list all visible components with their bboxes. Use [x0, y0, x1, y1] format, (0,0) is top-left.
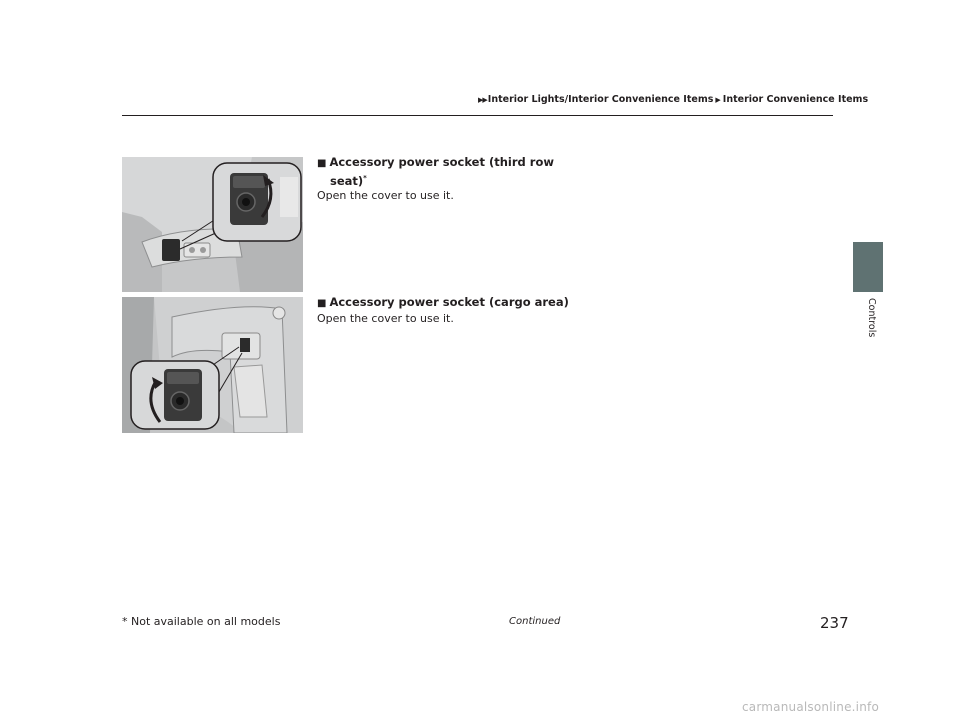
section-title-line1: Accessory power socket (cargo area) [329, 295, 569, 309]
continued-label: Continued [509, 616, 561, 627]
breadcrumb-item-2[interactable]: Interior Convenience Items [722, 94, 869, 105]
section-title [317, 295, 569, 311]
triangle-separator-icon: ▶ [715, 95, 721, 104]
cargo-socket-drawing [122, 297, 303, 433]
square-bullet-icon: ■ [317, 298, 327, 309]
section-title-line2: seat) [330, 174, 364, 188]
breadcrumb-item-1[interactable]: Interior Lights/Interior Convenience Items [487, 94, 714, 105]
section-title-line1: Accessory power socket (third row [329, 155, 554, 169]
footnote: * Not available on all models [122, 615, 281, 628]
page-number: 237 [820, 614, 849, 632]
section-body: Open the cover to use it. [317, 189, 454, 202]
header-rule [122, 115, 833, 116]
double-triangle-icon: ▶▶ [478, 95, 487, 104]
third-row-socket-illustration [122, 157, 303, 292]
section-body: Open the cover to use it. [317, 312, 454, 325]
side-tab[interactable] [853, 242, 883, 292]
cargo-area-socket-illustration [122, 297, 303, 433]
third-row-socket-section [317, 155, 554, 203]
side-tab-label: Controls [866, 298, 877, 338]
square-bullet-icon: ■ [317, 158, 327, 169]
section-title [317, 155, 554, 188]
footnote-mark[interactable]: * [363, 174, 367, 182]
third-row-socket-drawing [122, 157, 303, 292]
breadcrumb [478, 94, 868, 105]
watermark: carmanualsonline.info [742, 700, 879, 714]
cargo-area-socket-section [317, 295, 569, 326]
